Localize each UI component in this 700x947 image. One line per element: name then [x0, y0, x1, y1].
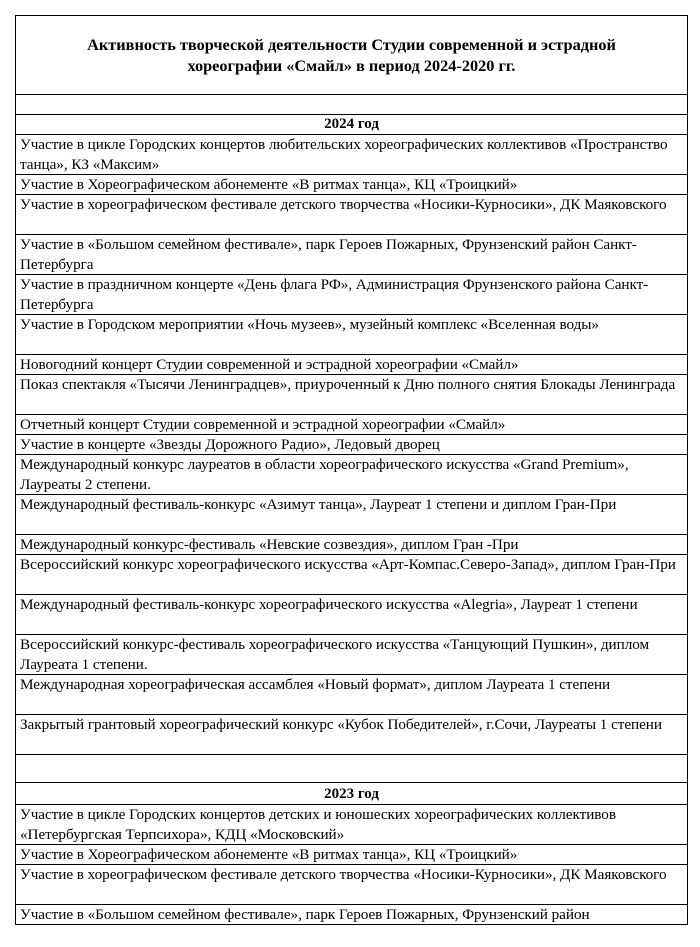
table-row: Участие в цикле Городских концертов любительских хореографических коллективов «Пространство танца», КЗ «Максим»: [16, 135, 687, 175]
blank-row: [16, 95, 687, 115]
document-title: Активность творческой деятельности Студии современной и эстрадной хореографии «Смайл» в период 2024-2020 гг.: [16, 16, 687, 95]
table-row: Международный фестиваль-конкурс хореографического искусства «Alegria», Лауреат 1 степени: [16, 595, 687, 635]
table-row: Участие в хореографическом фестивале детского творчества «Носики-Курносики», ДК Маяковского: [16, 195, 687, 235]
table-row: Отчетный концерт Студии современной и эстрадной хореографии «Смайл»: [16, 415, 687, 435]
table-row: Международная хореографическая ассамблея «Новый формат», диплом Лауреата 1 степени: [16, 675, 687, 715]
table-row: Участие в Хореографическом абонементе «В ритмах танца», КЦ «Троицкий»: [16, 175, 687, 195]
year-heading-2023: 2023 год: [16, 783, 687, 805]
table-row: Участие в Городском мероприятии «Ночь музеев», музейный комплекс «Вселенная воды»: [16, 315, 687, 355]
table-row: Международный конкурс-фестиваль «Невские созвездия», диплом Гран -При: [16, 535, 687, 555]
activity-table: [15, 15, 688, 925]
table-row: Участие в праздничном концерте «День флага РФ», Администрация Фрунзенского района Санкт-Петербурга: [16, 275, 687, 315]
blank-row: [16, 755, 687, 783]
table-row: Всероссийский конкурс-фестиваль хореографического искусства «Танцующий Пушкин», диплом Лауреата 1 степени.: [16, 635, 687, 675]
table-row: Международный конкурс лауреатов в области хореографического искусства «Grand Premium», Лауреаты 2 степени.: [16, 455, 687, 495]
table-row: Участие в «Большом семейном фестивале», парк Героев Пожарных, Фрунзенский район: [16, 905, 687, 925]
year-heading-2024: 2024 год: [16, 115, 687, 135]
table-row: Всероссийский конкурс хореографического искусства «Арт-Компас.Северо-Запад», диплом Гран-При: [16, 555, 687, 595]
table-row: Участие в «Большом семейном фестивале», парк Героев Пожарных, Фрунзенский район Санкт-Петербурга: [16, 235, 687, 275]
table-row: Международный фестиваль-конкурс «Азимут танца», Лауреат 1 степени и диплом Гран-При: [16, 495, 687, 535]
table-row: Участие в цикле Городских концертов детских и юношеских хореографических коллективов «Петербургская Терпсихора», КДЦ «Московский»: [16, 805, 687, 845]
table-row: Закрытый грантовый хореографический конкурс «Кубок Победителей», г.Сочи, Лауреаты 1 степени: [16, 715, 687, 755]
table-row: Участие в Хореографическом абонементе «В ритмах танца», КЦ «Троицкий»: [16, 845, 687, 865]
table-row: Показ спектакля «Тысячи Ленинградцев», приуроченный к Дню полного снятия Блокады Ленинграда: [16, 375, 687, 415]
table-row: Участие в концерте «Звезды Дорожного Радио», Ледовый дворец: [16, 435, 687, 455]
table-row: Новогодний концерт Студии современной и эстрадной хореографии «Смайл»: [16, 355, 687, 375]
table-row: Участие в хореографическом фестивале детского творчества «Носики-Курносики», ДК Маяковского: [16, 865, 687, 905]
